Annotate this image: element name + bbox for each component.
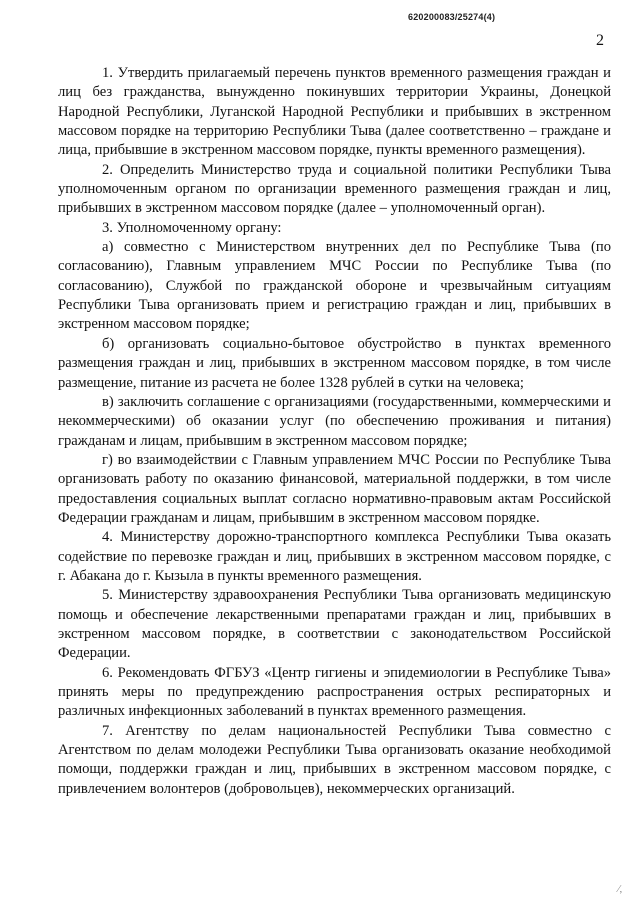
paragraph-subitem-b: б) организовать социально-бытовое обустройство в пунктах временного размещения граждан и лиц, прибывших в экстренном массовом порядке, в том числе размещение, питание из расчета не более 1328 рублей в сутки на человека;	[58, 335, 611, 391]
paragraph-subitem-v: в) заключить соглашение с организациями (государственными, коммерческими и некоммерческими) об оказании услуг (по обеспечению проживания и питания) гражданам и лицам, прибывшим в экстренном массовом порядке;	[58, 393, 611, 449]
document-id: 620200083/25274(4)	[408, 12, 496, 22]
paragraph-item-6: 6. Рекомендовать ФГБУЗ «Центр гигиены и эпидемиологии в Республике Тыва» принять меры по предупреждению распространения острых респираторных и различных инфекционных заболеваний в пунктах временного размещения.	[58, 664, 611, 720]
paragraph-subitem-g: г) во взаимодействии с Главным управлением МЧС России по Республике Тыва организовать работу по оказанию финансовой, материальной поддержки, в том числе предоставления социальных выплат согласно нормативно-правовым актам Российской Федерации гражданам и лицам, прибывшим в экстренном массовом порядке.	[58, 451, 611, 526]
corner-mark: ⁄,	[618, 884, 623, 895]
paragraph-item-1: 1. Утвердить прилагаемый перечень пунктов временного размещения граждан и лиц без гражданства, вынужденно покинувших территории Украины, Донецкой Народной Республики, Луганской Народной Республики и прибывших в экстренном массовом порядке на территорию Республики Тыва (далее соответственно – граждане и лица, прибывшие в экстренном массовом порядке, пункты временного размещения).	[58, 65, 611, 159]
paragraph-item-4: 4. Министерству дорожно-транспортного комплекса Республики Тыва оказать содействие по перевозке граждан и лиц, прибывших в экстренном массовом порядке, с г. Абакана до г. Кызыла в пункты временного размещения.	[58, 529, 611, 584]
paragraph-item-3: 3. Уполномоченному органу:	[102, 219, 282, 236]
paragraph-subitem-a: а) совместно с Министерством внутренних дел по Республике Тыва (по согласованию), Главным управлением МЧС России по Республике Тыва (по согласованию), Службой по гражданской обороне и чрезвычайным ситуациям Республики Тыва организовать прием и регистрацию граждан и лиц, прибывших в экстренном массовом порядке;	[58, 239, 611, 333]
paragraph-item-2: 2. Определить Министерство труда и социальной политики Республики Тыва уполномоченным органом по организации временного размещения граждан и лиц, прибывших в экстренном массовом порядке (далее – уполномоченный орган).	[58, 161, 611, 217]
paragraph-item-7: 7. Агентству по делам национальностей Республики Тыва совместно с Агентством по делам молодежи Республики Тыва организовать оказание необходимой помощи, поддержки граждан и лиц, прибывших в экстренном массовом порядке, с привлечением волонтеров (добровольцев), некоммерческих организаций.	[58, 722, 611, 797]
page-number: 2	[596, 32, 604, 49]
paragraph-item-5: 5. Министерству здравоохранения Республики Тыва организовать медицинскую помощь и обеспечение лекарственными препаратами граждан и лиц, прибывших в экстренном массовом порядке, в соответствии с законодательством Российской Федерации.	[58, 587, 611, 662]
document-body	[58, 64, 611, 799]
